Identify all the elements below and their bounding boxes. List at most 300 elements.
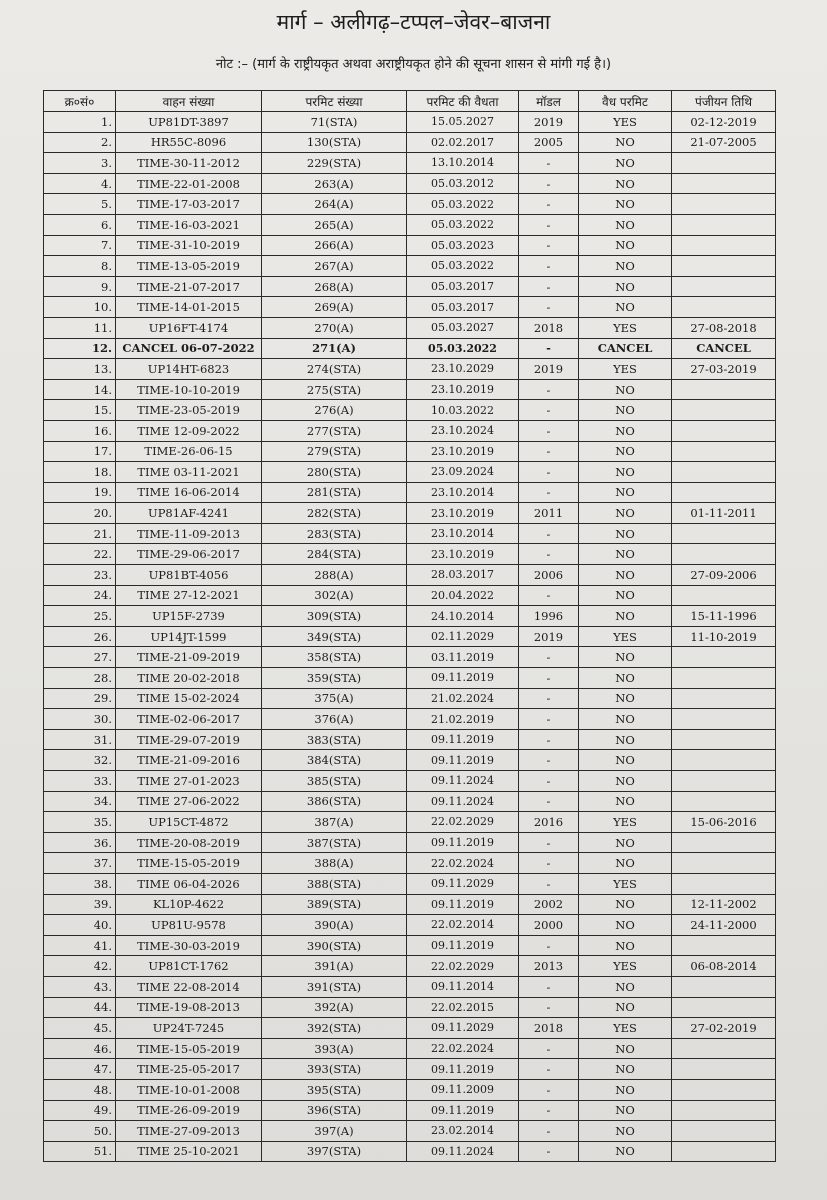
table-row	[44, 688, 776, 709]
cell-registration-date	[672, 420, 776, 441]
cell-model: -	[519, 173, 579, 194]
cell-model: 2019	[519, 626, 579, 647]
cell-model: -	[519, 276, 579, 297]
table-row	[44, 873, 776, 894]
table-row	[44, 544, 776, 565]
table-row	[44, 668, 776, 689]
cell-permit-number: 388(STA)	[262, 873, 407, 894]
table-row	[44, 997, 776, 1018]
cell-permit-validity: 23.10.2024	[407, 420, 519, 441]
cell-model: -	[519, 729, 579, 750]
cell-registration-date	[672, 853, 776, 874]
cell-sno: 10.	[44, 297, 116, 318]
cell-vehicle-number: TIME-15-05-2019	[116, 853, 262, 874]
table-row	[44, 606, 776, 627]
cell-permit-number: 390(A)	[262, 915, 407, 936]
table-row	[44, 853, 776, 874]
cell-vehicle-number: TIME 22-08-2014	[116, 976, 262, 997]
cell-vehicle-number: TIME-30-03-2019	[116, 935, 262, 956]
cell-registration-date: 21-07-2005	[672, 132, 776, 153]
cell-vehicle-number: TIME-21-07-2017	[116, 276, 262, 297]
cell-permit-validity: 02.11.2029	[407, 626, 519, 647]
cell-vehicle-number: TIME-23-05-2019	[116, 400, 262, 421]
cell-registration-date	[672, 832, 776, 853]
table-row	[44, 132, 776, 153]
cell-permit-number: 388(A)	[262, 853, 407, 874]
cell-permit-number: 391(STA)	[262, 976, 407, 997]
cell-registration-date	[672, 791, 776, 812]
cell-vehicle-number: TIME-13-05-2019	[116, 256, 262, 277]
cell-registration-date	[672, 462, 776, 483]
cell-registration-date	[672, 1100, 776, 1121]
cell-sno: 27.	[44, 647, 116, 668]
cell-registration-date	[672, 729, 776, 750]
cell-valid-permit: NO	[579, 523, 672, 544]
cell-vehicle-number: TIME 27-06-2022	[116, 791, 262, 812]
cell-valid-permit: YES	[579, 112, 672, 133]
cell-registration-date	[672, 997, 776, 1018]
table-row	[44, 1100, 776, 1121]
cell-sno: 24.	[44, 585, 116, 606]
cell-valid-permit: NO	[579, 153, 672, 174]
cell-permit-validity: 23.10.2014	[407, 523, 519, 544]
cell-vehicle-number: UP81BT-4056	[116, 565, 262, 586]
cell-model: -	[519, 853, 579, 874]
cell-sno: 51.	[44, 1141, 116, 1162]
cell-permit-validity: 21.02.2019	[407, 709, 519, 730]
cell-permit-number: 271(A)	[262, 338, 407, 359]
cell-model: -	[519, 214, 579, 235]
cell-sno: 31.	[44, 729, 116, 750]
table-row	[44, 729, 776, 750]
cell-model: -	[519, 1059, 579, 1080]
cell-model: -	[519, 400, 579, 421]
cell-sno: 28.	[44, 668, 116, 689]
cell-valid-permit: NO	[579, 297, 672, 318]
cell-permit-number: 281(STA)	[262, 482, 407, 503]
cell-vehicle-number: TIME 16-06-2014	[116, 482, 262, 503]
table-row	[44, 256, 776, 277]
cell-registration-date	[672, 441, 776, 462]
cell-vehicle-number: TIME 15-02-2024	[116, 688, 262, 709]
cell-vehicle-number: TIME-21-09-2016	[116, 750, 262, 771]
cell-permit-validity: 09.11.2019	[407, 750, 519, 771]
cell-permit-number: 397(STA)	[262, 1141, 407, 1162]
cell-registration-date	[672, 1121, 776, 1142]
cell-permit-number: 392(STA)	[262, 1018, 407, 1039]
cell-sno: 40.	[44, 915, 116, 936]
cell-permit-number: 130(STA)	[262, 132, 407, 153]
cell-permit-number: 386(STA)	[262, 791, 407, 812]
table-row	[44, 276, 776, 297]
cell-permit-validity: 22.02.2029	[407, 812, 519, 833]
cell-valid-permit: NO	[579, 379, 672, 400]
cell-sno: 46.	[44, 1038, 116, 1059]
cell-permit-number: 387(STA)	[262, 832, 407, 853]
cell-sno: 35.	[44, 812, 116, 833]
cell-permit-validity: 05.03.2022	[407, 338, 519, 359]
cell-permit-validity: 05.03.2022	[407, 256, 519, 277]
cell-permit-validity: 28.03.2017	[407, 565, 519, 586]
table-row	[44, 976, 776, 997]
cell-model: -	[519, 235, 579, 256]
cell-vehicle-number: TIME-10-10-2019	[116, 379, 262, 400]
cell-sno: 25.	[44, 606, 116, 627]
table-row	[44, 462, 776, 483]
cell-valid-permit: NO	[579, 173, 672, 194]
cell-model: -	[519, 668, 579, 689]
cell-sno: 49.	[44, 1100, 116, 1121]
cell-sno: 39.	[44, 894, 116, 915]
cell-permit-number: 309(STA)	[262, 606, 407, 627]
cell-sno: 3.	[44, 153, 116, 174]
cell-permit-validity: 09.11.2024	[407, 771, 519, 792]
cell-model: -	[519, 832, 579, 853]
cell-model: -	[519, 873, 579, 894]
cell-vehicle-number: TIME 27-12-2021	[116, 585, 262, 606]
cell-permit-number: 265(A)	[262, 214, 407, 235]
cell-model: -	[519, 379, 579, 400]
cell-registration-date: 06-08-2014	[672, 956, 776, 977]
cell-registration-date: 15-11-1996	[672, 606, 776, 627]
cell-permit-validity: 03.11.2019	[407, 647, 519, 668]
cell-sno: 15.	[44, 400, 116, 421]
cell-sno: 50.	[44, 1121, 116, 1142]
cell-sno: 9.	[44, 276, 116, 297]
cell-sno: 38.	[44, 873, 116, 894]
cell-permit-validity: 15.05.2027	[407, 112, 519, 133]
cell-registration-date	[672, 873, 776, 894]
cell-model: 2018	[519, 1018, 579, 1039]
cell-sno: 36.	[44, 832, 116, 853]
cell-valid-permit: YES	[579, 317, 672, 338]
cell-vehicle-number: HR55C-8096	[116, 132, 262, 153]
table-body	[44, 112, 776, 1162]
cell-sno: 2.	[44, 132, 116, 153]
cell-model: 2011	[519, 503, 579, 524]
cell-permit-number: 397(A)	[262, 1121, 407, 1142]
cell-valid-permit: NO	[579, 565, 672, 586]
table-row	[44, 359, 776, 380]
cell-registration-date	[672, 935, 776, 956]
cell-permit-validity: 02.02.2017	[407, 132, 519, 153]
cell-permit-number: 396(STA)	[262, 1100, 407, 1121]
cell-registration-date	[672, 709, 776, 730]
cell-model: 2018	[519, 317, 579, 338]
cell-registration-date: 24-11-2000	[672, 915, 776, 936]
cell-model: -	[519, 420, 579, 441]
cell-model: -	[519, 523, 579, 544]
cell-vehicle-number: TIME 20-02-2018	[116, 668, 262, 689]
table-row	[44, 214, 776, 235]
cell-registration-date	[672, 750, 776, 771]
cell-vehicle-number: UP15CT-4872	[116, 812, 262, 833]
cell-valid-permit: NO	[579, 668, 672, 689]
cell-sno: 43.	[44, 976, 116, 997]
cell-vehicle-number: UP81CT-1762	[116, 956, 262, 977]
cell-sno: 21.	[44, 523, 116, 544]
cell-model: -	[519, 544, 579, 565]
cell-vehicle-number: UP16FT-4174	[116, 317, 262, 338]
cell-permit-validity: 05.03.2023	[407, 235, 519, 256]
cell-permit-number: 264(A)	[262, 194, 407, 215]
cell-permit-number: 274(STA)	[262, 359, 407, 380]
cell-registration-date	[672, 523, 776, 544]
cell-model: -	[519, 441, 579, 462]
table-row	[44, 1141, 776, 1162]
cell-permit-validity: 09.11.2019	[407, 1100, 519, 1121]
cell-valid-permit: NO	[579, 132, 672, 153]
table-row	[44, 153, 776, 174]
cell-registration-date: 01-11-2011	[672, 503, 776, 524]
cell-permit-validity: 09.11.2019	[407, 729, 519, 750]
cell-permit-number: 358(STA)	[262, 647, 407, 668]
cell-permit-number: 385(STA)	[262, 771, 407, 792]
table-row	[44, 812, 776, 833]
cell-registration-date: 27-03-2019	[672, 359, 776, 380]
cell-permit-validity: 22.02.2024	[407, 1038, 519, 1059]
cell-permit-validity: 09.11.2029	[407, 1018, 519, 1039]
cell-registration-date: 27-08-2018	[672, 317, 776, 338]
cell-model: -	[519, 1038, 579, 1059]
cell-model: 2019	[519, 359, 579, 380]
table-row	[44, 915, 776, 936]
cell-permit-validity: 22.02.2024	[407, 853, 519, 874]
cell-sno: 34.	[44, 791, 116, 812]
cell-valid-permit: NO	[579, 1141, 672, 1162]
cell-permit-number: 387(A)	[262, 812, 407, 833]
table-row	[44, 112, 776, 133]
table-row	[44, 338, 776, 359]
cell-model: -	[519, 935, 579, 956]
cell-permit-number: 276(A)	[262, 400, 407, 421]
cell-permit-validity: 24.10.2014	[407, 606, 519, 627]
cell-valid-permit: NO	[579, 544, 672, 565]
cell-sno: 8.	[44, 256, 116, 277]
cell-permit-validity: 22.02.2014	[407, 915, 519, 936]
cell-model: 2016	[519, 812, 579, 833]
cell-registration-date	[672, 379, 776, 400]
cell-vehicle-number: UP81DT-3897	[116, 112, 262, 133]
table-row	[44, 1018, 776, 1039]
cell-permit-number: 395(STA)	[262, 1079, 407, 1100]
table-row	[44, 956, 776, 977]
cell-permit-number: 268(A)	[262, 276, 407, 297]
cell-sno: 42.	[44, 956, 116, 977]
cell-registration-date	[672, 544, 776, 565]
cell-registration-date: 27-02-2019	[672, 1018, 776, 1039]
cell-valid-permit: NO	[579, 235, 672, 256]
cell-permit-validity: 23.02.2014	[407, 1121, 519, 1142]
header-valid-permit: वैध परमिट	[579, 91, 672, 112]
cell-vehicle-number: TIME-02-06-2017	[116, 709, 262, 730]
cell-vehicle-number: UP14HT-6823	[116, 359, 262, 380]
cell-permit-validity: 23.09.2024	[407, 462, 519, 483]
cell-valid-permit: NO	[579, 832, 672, 853]
cell-permit-number: 270(A)	[262, 317, 407, 338]
cell-vehicle-number: TIME-22-01-2008	[116, 173, 262, 194]
cell-model: 2019	[519, 112, 579, 133]
cell-valid-permit: NO	[579, 462, 672, 483]
cell-permit-validity: 05.03.2017	[407, 276, 519, 297]
cell-model: -	[519, 153, 579, 174]
cell-permit-number: 267(A)	[262, 256, 407, 277]
cell-valid-permit: NO	[579, 194, 672, 215]
page-note: नोट :– (मार्ग के राष्ट्रीयकृत अथवा अराष्ट्रीयकृत होने की सूचना शासन से मांगी गई है।)	[215, 57, 612, 72]
cell-sno: 17.	[44, 441, 116, 462]
table-row	[44, 297, 776, 318]
cell-vehicle-number: TIME-26-06-15	[116, 441, 262, 462]
cell-vehicle-number: TIME-26-09-2019	[116, 1100, 262, 1121]
cell-valid-permit: NO	[579, 750, 672, 771]
cell-model: -	[519, 771, 579, 792]
cell-permit-validity: 09.11.2019	[407, 668, 519, 689]
cell-vehicle-number: UP14JT-1599	[116, 626, 262, 647]
cell-valid-permit: YES	[579, 956, 672, 977]
header-permit-validity: परमिट की वैधता	[407, 91, 519, 112]
cell-model: -	[519, 256, 579, 277]
header-permit-number: परमिट संख्या	[262, 91, 407, 112]
cell-vehicle-number: TIME-31-10-2019	[116, 235, 262, 256]
cell-registration-date	[672, 297, 776, 318]
cell-vehicle-number: TIME 27-01-2023	[116, 771, 262, 792]
cell-sno: 7.	[44, 235, 116, 256]
cell-registration-date	[672, 235, 776, 256]
cell-permit-validity: 09.11.2024	[407, 1141, 519, 1162]
cell-sno: 16.	[44, 420, 116, 441]
cell-sno: 47.	[44, 1059, 116, 1080]
cell-model: -	[519, 647, 579, 668]
cell-registration-date: 02-12-2019	[672, 112, 776, 133]
table-row	[44, 235, 776, 256]
cell-valid-permit: NO	[579, 1059, 672, 1080]
cell-sno: 37.	[44, 853, 116, 874]
cell-valid-permit: NO	[579, 256, 672, 277]
cell-permit-validity: 09.11.2019	[407, 1059, 519, 1080]
cell-sno: 32.	[44, 750, 116, 771]
cell-sno: 13.	[44, 359, 116, 380]
cell-vehicle-number: TIME 12-09-2022	[116, 420, 262, 441]
cell-vehicle-number: KL10P-4622	[116, 894, 262, 915]
cell-permit-number: 282(STA)	[262, 503, 407, 524]
header-model: मॉडल	[519, 91, 579, 112]
cell-valid-permit: NO	[579, 647, 672, 668]
table-header-row	[44, 91, 776, 112]
cell-permit-validity: 05.03.2027	[407, 317, 519, 338]
cell-permit-number: 288(A)	[262, 565, 407, 586]
table-row	[44, 379, 776, 400]
cell-permit-number: 302(A)	[262, 585, 407, 606]
cell-sno: 44.	[44, 997, 116, 1018]
header-vehicle-number: वाहन संख्या	[116, 91, 262, 112]
cell-valid-permit: YES	[579, 359, 672, 380]
cell-model: -	[519, 997, 579, 1018]
table-row	[44, 709, 776, 730]
cell-permit-validity: 09.11.2019	[407, 894, 519, 915]
cell-registration-date	[672, 668, 776, 689]
cell-sno: 11.	[44, 317, 116, 338]
cell-valid-permit: NO	[579, 935, 672, 956]
cell-permit-number: 390(STA)	[262, 935, 407, 956]
cell-registration-date	[672, 647, 776, 668]
cell-permit-validity: 23.10.2019	[407, 379, 519, 400]
cell-valid-permit: NO	[579, 585, 672, 606]
table-row	[44, 791, 776, 812]
header-sno: क्र०सं०	[44, 91, 116, 112]
cell-valid-permit: NO	[579, 1100, 672, 1121]
cell-permit-validity: 23.10.2029	[407, 359, 519, 380]
cell-vehicle-number: TIME-29-07-2019	[116, 729, 262, 750]
cell-sno: 4.	[44, 173, 116, 194]
cell-model: -	[519, 1079, 579, 1100]
cell-sno: 26.	[44, 626, 116, 647]
cell-registration-date	[672, 1079, 776, 1100]
cell-sno: 30.	[44, 709, 116, 730]
cell-valid-permit: NO	[579, 214, 672, 235]
cell-permit-validity: 05.03.2022	[407, 214, 519, 235]
cell-model: -	[519, 1121, 579, 1142]
table-row	[44, 1059, 776, 1080]
cell-permit-validity: 09.11.2009	[407, 1079, 519, 1100]
cell-valid-permit: NO	[579, 1079, 672, 1100]
cell-sno: 5.	[44, 194, 116, 215]
cell-valid-permit: NO	[579, 915, 672, 936]
table-row	[44, 585, 776, 606]
cell-valid-permit: NO	[579, 853, 672, 874]
cell-permit-validity: 22.02.2015	[407, 997, 519, 1018]
cell-sno: 23.	[44, 565, 116, 586]
cell-permit-validity: 23.10.2019	[407, 503, 519, 524]
cell-permit-number: 284(STA)	[262, 544, 407, 565]
cell-model: 2005	[519, 132, 579, 153]
cell-valid-permit: NO	[579, 997, 672, 1018]
cell-vehicle-number: TIME-25-05-2017	[116, 1059, 262, 1080]
cell-registration-date: 12-11-2002	[672, 894, 776, 915]
cell-sno: 6.	[44, 214, 116, 235]
cell-model: 2006	[519, 565, 579, 586]
cell-valid-permit: NO	[579, 894, 672, 915]
cell-registration-date	[672, 214, 776, 235]
cell-valid-permit: NO	[579, 441, 672, 462]
cell-valid-permit: NO	[579, 771, 672, 792]
cell-permit-validity: 09.11.2014	[407, 976, 519, 997]
cell-permit-number: 391(A)	[262, 956, 407, 977]
cell-model: -	[519, 688, 579, 709]
cell-sno: 45.	[44, 1018, 116, 1039]
cell-permit-validity: 23.10.2014	[407, 482, 519, 503]
cell-valid-permit: NO	[579, 729, 672, 750]
cell-permit-number: 280(STA)	[262, 462, 407, 483]
table-row	[44, 894, 776, 915]
table-row	[44, 441, 776, 462]
cell-permit-validity: 20.04.2022	[407, 585, 519, 606]
cell-permit-number: 275(STA)	[262, 379, 407, 400]
cell-registration-date: 27-09-2006	[672, 565, 776, 586]
cell-permit-number: 269(A)	[262, 297, 407, 318]
table-row	[44, 750, 776, 771]
cell-sno: 20.	[44, 503, 116, 524]
table-row	[44, 1121, 776, 1142]
table-row	[44, 194, 776, 215]
cell-valid-permit: NO	[579, 1038, 672, 1059]
cell-permit-number: 349(STA)	[262, 626, 407, 647]
cell-model: -	[519, 976, 579, 997]
cell-valid-permit: YES	[579, 812, 672, 833]
cell-vehicle-number: TIME 06-04-2026	[116, 873, 262, 894]
cell-valid-permit: NO	[579, 420, 672, 441]
cell-valid-permit: NO	[579, 482, 672, 503]
cell-permit-number: 283(STA)	[262, 523, 407, 544]
